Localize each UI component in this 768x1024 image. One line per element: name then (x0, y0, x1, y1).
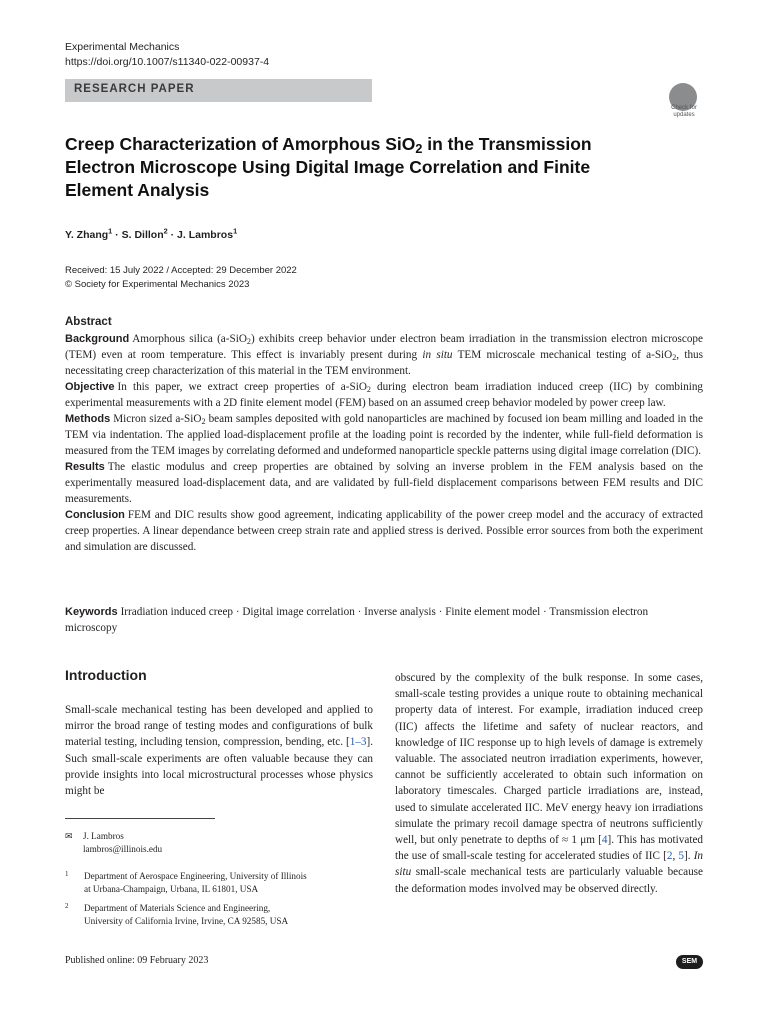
copyright: © Society for Experimental Mechanics 2023 (65, 279, 250, 290)
badge-line2: updates (673, 112, 695, 118)
corresponding-author (65, 830, 162, 856)
abstract-conclusion: Conclusion FEM and DIC results show good agreement, indicating applicability of the power creep model and the accuracy of extracted creep properties. A linear dependance between creep strain rate and applied stress is derived. Possible error sources from both the experiment and simulation are discussed. (65, 509, 703, 553)
author-list: Y. Zhang$^1$ · S. Dillon$^2$ · J. Lambros$^1$ (65, 226, 238, 241)
citation-link[interactable]: 4 (601, 834, 608, 847)
citation-link[interactable]: 2 (666, 850, 673, 863)
envelope-icon: ✉ (65, 831, 73, 841)
article-dates (65, 264, 297, 292)
affiliation-2: 2 Department of Materials Science and Engineering, University of California Irvine, Irvine, CA 92585, USA (65, 902, 289, 926)
abstract (65, 314, 703, 555)
author-name: Y. Zhang (65, 229, 109, 241)
section-heading-introduction: Introduction (65, 667, 147, 683)
sem-logo: SEM (676, 955, 703, 969)
abstract-heading: Abstract (65, 316, 112, 328)
journal-header (65, 40, 269, 70)
abstract-results: Results The elastic modulus and creep properties are obtained by solving an inverse problem in the FEM analysis based on the experimentally measured load-displacement data, and are validated by full-field displacement comparisons between FEM results and DIC measurements. (65, 461, 703, 505)
footnote-divider (65, 818, 215, 819)
keywords (65, 604, 703, 636)
article-type: RESEARCH PAPER (74, 83, 195, 95)
affiliation-1: 1 Department of Aerospace Engineering, University of Illinois at Urbana-Champaign, Urbana, IL 61801, USA (65, 870, 307, 894)
received-accepted: Received: 15 July 2022 / Accepted: 29 December 2022 (65, 265, 297, 276)
check-for-updates-badge[interactable] (664, 83, 704, 123)
abstract-objective: Objective In this paper, we extract creep properties of a-SiO$_2$ during electron beam irradiation induced creep (IIC) by combining experimental measurements with a 2D finite element model (FEM) based on an assumed creep behavior modeled by power creep law. (65, 381, 704, 409)
abstract-background: Background Amorphous silica (a-SiO$_2$) exhibits creep behavior under electron beam irradiation in the transmission electron microscope (TEM) even at room temperature. This effect is invariably present during in situ TEM microscale mechanical testing of a-SiO$_2$, thus necessitating creep characterization of this material in the TEM environment. (65, 333, 703, 377)
body-column-right: obscured by the complexity of the bulk response. In some cases, small-scale testing provides a unique route to obtaining mechanical property data of interest. For example, irradiation induced creep (IIC) affects the lifetime and safety of nuclear reactors, and knowledge of IIC response up to high levels of damage is extremely valuable. The associated neutron irradiation experiments, however, cannot be sufficiently accelerated to obtain such information on laboratory timescales. Charged particle irradiations are, instead, used to simulate accelerated IIC. MeV energy heavy ion irradiations simulate the primary recoil damage spectra of neutrons sufficiently well, but only penetrate to depths of ≈ 1 μm [4]. This has motivated the use of small-scale testing for accelerated studies of IIC [2, 5]. In situ small-scale mechanical tests are particularly valuable because the deformation modes involved may be observed directly. (395, 672, 704, 895)
body-column-left: Small-scale mechanical testing has been developed and applied to mirror the broad range of testing modes and configurations of bulk material testing, including tension, compression, bending, etc. [1–3]. Such small-scale experiments are often valuable because they can provide insights into local microstructural processes whose physics might be (65, 704, 373, 798)
paper-title: Creep Characterization of Amorphous SiO$_2$ in the Transmission Electron Microscope Using Digital Image Correlation and Finite Element Analysis (65, 134, 592, 200)
keywords-label: Keywords (65, 606, 118, 618)
badge-line1: Check for (671, 105, 697, 111)
author-name: J. Lambros (177, 229, 234, 241)
doi-link[interactable]: https://doi.org/10.1007/s11340-022-00937-4 (65, 56, 270, 68)
contact-email[interactable]: lambros@illinois.edu (83, 844, 163, 854)
published-date: Published online: 09 February 2023 (65, 955, 209, 966)
abstract-methods: Methods Micron sized a-SiO$_2$ beam samples deposited with gold nanoparticles are machined by focused ion beam milling and loaded in the TEM via indentation. The applied load-displacement profile at the loading point is recorded by the indenter, while full-field deformation is measured from the TEM images by correlating deformed and undeformed nanoparticle speckle patterns using digital image correlation (DIC). (65, 413, 703, 457)
contact-name: J. Lambros (83, 831, 124, 841)
journal-name: Experimental Mechanics (65, 41, 180, 53)
citation-link[interactable]: 5 (678, 850, 685, 863)
citation-link[interactable]: 1–3 (349, 736, 367, 749)
article-type-banner (65, 79, 372, 102)
author-name: S. Dillon (121, 229, 164, 241)
keywords-text: Irradiation induced creep · Digital image correlation · Inverse analysis · Finite element model · Transmission electron microscopy (65, 606, 649, 634)
